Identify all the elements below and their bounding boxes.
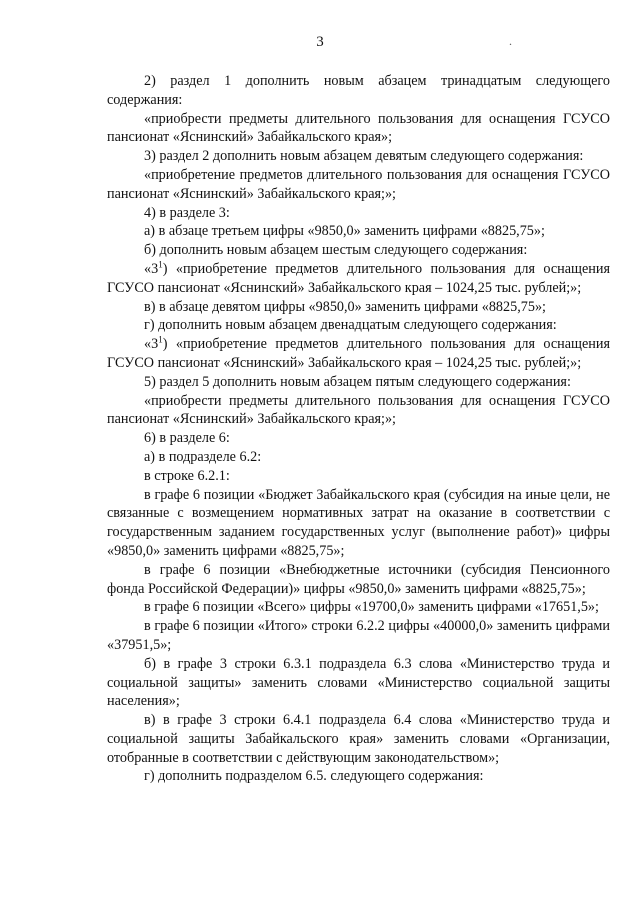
paragraph: в графе 6 позиции «Внебюджетные источники (субсидия Пенсионного фонда Российской Федерации)» цифры «9850,0» заменить цифрами «8825,75»; (107, 561, 610, 597)
paragraph: в) в графе 3 строки 6.4.1 подраздела 6.4 слова «Министерство труда и социальной защиты Забайкальского края» заменить словами «Организации, отобранные в соответствии с действующим законодательством»; (107, 712, 610, 766)
superscript-index: 1 (158, 259, 163, 270)
paragraph: в графе 6 позиции «Бюджет Забайкальского края (субсидия на иные цели, не связанные с возмещением нормативных затрат на оказание в соответствии с государственным заданием государственных услуг (выполнение работ)» цифры «9850,0» заменить цифрами «8825,75»; (107, 486, 610, 559)
page-dot-mark: . (509, 34, 512, 48)
paragraph: г) дополнить новым абзацем двенадцатым следующего содержания: (144, 317, 557, 334)
superscript-index: 1 (158, 334, 163, 345)
document-body (107, 72, 610, 786)
paragraph: в графе 6 позиции «Итого» строки 6.2.2 цифры «40000,0» заменить цифрами «37951,5»; (107, 618, 610, 653)
paragraph-with-superscript (107, 260, 610, 298)
page-number: 3 (316, 34, 324, 50)
paragraph: в) в абзаце девятом цифры «9850,0» заменить цифрами «8825,75»; (144, 298, 546, 315)
paragraph: в строке 6.2.1: (144, 467, 230, 484)
paragraph-suffix: ) «приобретение предметов длительного пользования для оснащения ГСУСО пансионат «Яснинский» Забайкальского края – 1024,25 тыс. рублей;»; (107, 260, 610, 296)
paragraph: «приобрести предметы длительного пользования для оснащения ГСУСО пансионат «Яснинский» Забайкальского края»; (107, 110, 610, 146)
paragraph: «приобретение предметов длительного пользования для оснащения ГСУСО пансионат «Яснинский» Забайкальского края;»; (107, 166, 610, 202)
paragraph: 6) в разделе 6: (144, 430, 230, 447)
paragraph-prefix: «3 (144, 336, 159, 353)
paragraph-with-superscript (107, 335, 610, 373)
paragraph: «приобрести предметы длительного пользования для оснащения ГСУСО пансионат «Яснинский» Забайкальского края;»; (107, 392, 610, 428)
paragraph: в графе 6 позиции «Всего» цифры «19700,0» заменить цифрами «17651,5»; (144, 599, 599, 616)
paragraph: а) в подразделе 6.2: (144, 448, 262, 465)
paragraph: б) в графе 3 строки 6.3.1 подраздела 6.3 слова «Министерство труда и социальной защиты» заменить словами «Министерство социальной защиты населения»; (107, 655, 610, 710)
paragraph: г) дополнить подразделом 6.5. следующего содержания: (144, 768, 484, 785)
paragraph: б) дополнить новым абзацем шестым следующего содержания: (144, 242, 528, 259)
paragraph-suffix: ) «приобретение предметов длительного пользования для оснащения ГСУСО пансионат «Яснинский» Забайкальского края – 1024,25 тыс. рублей;»; (107, 336, 610, 371)
paragraph: 3) раздел 2 дополнить новым абзацем девятым следующего содержания: (144, 148, 584, 165)
paragraph: 4) в разделе 3: (144, 204, 230, 221)
paragraph: 2) раздел 1 дополнить новым абзацем тринадцатым следующего содержания: (107, 73, 610, 108)
paragraph-prefix: «3 (144, 260, 159, 277)
paragraph: а) в абзаце третьем цифры «9850,0» заменить цифрами «8825,75»; (144, 223, 545, 240)
paragraph: 5) раздел 5 дополнить новым абзацем пятым следующего содержания: (144, 373, 571, 390)
